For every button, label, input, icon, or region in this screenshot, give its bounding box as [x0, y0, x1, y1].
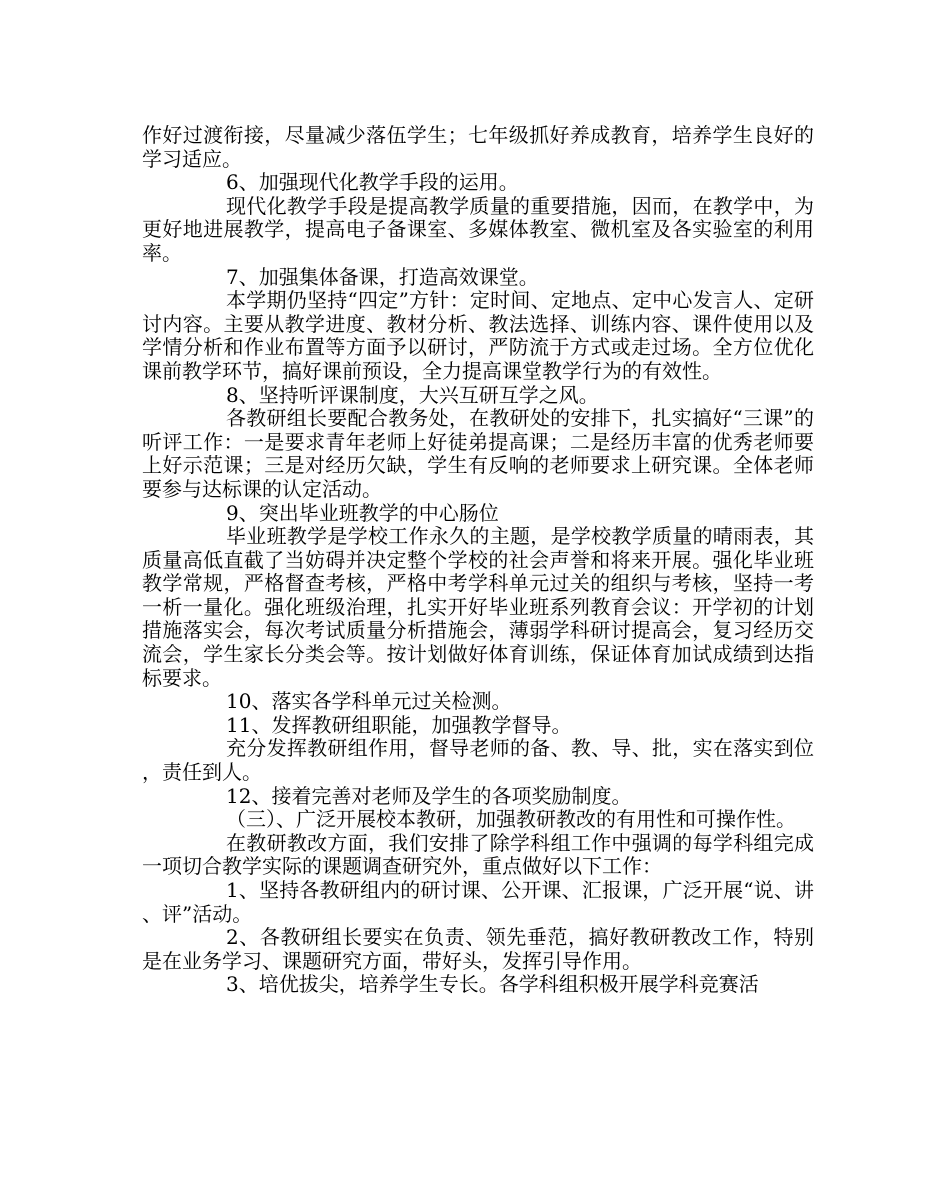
paragraph: 毕业班教学是学校工作永久的主题，是学校教学质量的晴雨表，其质量高低直截了当妨碍并决定整个学校的社会声誉和将来开展。强化毕业班教学常规，严格督查考核，严格中考学科单元过关的组织与考核，坚持一考一析一量化。强化班级治理，扎实开好毕业班系列教育会议：开学初的计划措施落实会，每次考试质量分析措施会，薄弱学科研讨提高会，复习经历交流会，学生家长分类会等。按计划做好体育训练，保证体育加试成绩到达指标要求。	[142, 524, 814, 690]
document-body	[142, 124, 814, 997]
list-item: 1、坚持各教研组内的研讨课、公开课、汇报课，广泛开展“说、讲、评”活动。	[142, 878, 814, 926]
paragraph: 充分发挥教研组作用，督导老师的备、教、导、批，实在落实到位，责任到人。	[142, 736, 814, 785]
section-heading: 6、加强现代化教学手段的运用。	[226, 170, 519, 195]
section-heading: 7、加强集体备课，打造高效课堂。	[226, 264, 539, 289]
section-heading: 10、落实各学科单元过关检测。	[226, 689, 512, 714]
section-heading: 11、发挥教研组职能，加强教学督导。	[226, 712, 572, 737]
paragraph: 各教研组长要配合教务处，在教研处的安排下，扎实搞好“三课”的听评工作：一是要求青年老师上好徒弟提高课；二是经历丰富的优秀老师要上好示范课；三是对经历欠缺，学生有反响的老师要求上研究课。全体老师要参与达标课的认定活动。	[142, 406, 814, 501]
list-item: 3、培优拔尖，培养学生专长。各学科组积极开展学科竞赛活	[226, 972, 759, 997]
list-item: 2、各教研组长要实在负责、领先垂范，搞好教研教改工作，特别是在业务学习、课题研究方面，带好头，发挥引导作用。	[142, 925, 814, 973]
section-heading: 12、接着完善对老师及学生的各项奖励制度。	[226, 783, 632, 808]
paragraph: 现代化教学手段是提高教学质量的重要措施，因而，在教学中，为更好地进展教学，提高电子备课室、多媒体教室、微机室及各实验室的利用率。	[142, 193, 814, 265]
section-heading: 9、突出毕业班教学的中心肠位	[226, 500, 499, 525]
paragraph: 在教研教改方面，我们安排了除学科组工作中强调的每学科组完成一项切合教学实际的课题调查研究外，重点做好以下工作：	[142, 830, 814, 879]
section-heading: （三）、广泛开展校本教研，加强教研教改的有用性和可操作性。	[226, 807, 796, 832]
paragraph: 作好过渡衔接，尽量减少落伍学生；七年级抓好养成教育，培养学生良好的学习适应。	[142, 123, 814, 171]
paragraph: 本学期仍坚持“四定”方针：定时间、定地点、定中心发言人、定研讨内容。主要从教学进度、教材分析、教法选择、训练内容、课件使用以及学情分析和作业布置等方面予以研讨，严防流于方式或走过场。全方位优化课前教学环节，搞好课前预设，全力提高课堂教学行为的有效性。	[142, 288, 814, 383]
section-heading: 8、坚持听评课制度，大兴互研互学之风。	[226, 382, 599, 407]
